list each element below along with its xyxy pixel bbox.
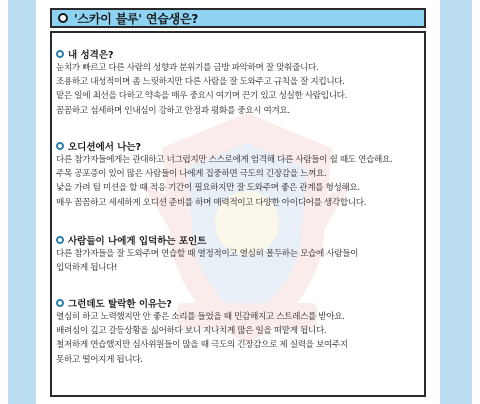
- text-line: 못하고 떨어지게 됩니다.: [56, 354, 143, 365]
- section-heading: [56, 47, 420, 61]
- section-heading: [56, 296, 420, 310]
- text-line: 조용하고 내성적이며 좀 느릿하지만 다른 사람을 잘 도와주고 규칙을 잘 지킵니다.: [56, 77, 345, 88]
- title-bar: [50, 8, 426, 28]
- text-line: 꼼꼼하고 섬세하며 인내심이 강하고 안정과 평화를 중요시 여겨요.: [56, 105, 290, 116]
- circle-bullet-icon: [56, 142, 64, 150]
- circle-bullet-icon: [56, 299, 64, 307]
- section-fan-point: [56, 233, 420, 275]
- section-elimination: [56, 296, 420, 367]
- section-heading: [56, 139, 420, 153]
- section-audition: [56, 139, 420, 210]
- text-line: 다른 참가자들을 잘 도와주며 연습할 때 열정적이고 열심히 몰두하는 모습에 사람들이: [56, 249, 359, 259]
- text-line: 배려심이 깊고 갈등상황을 싫어하다 보니 지나치게 많은 일을 떠맡게 됩니다.: [56, 326, 327, 337]
- text-line: 입덕하게 됩니다!: [56, 263, 118, 274]
- page-title: '스카이 블루' 연습생은?: [74, 11, 199, 26]
- section-heading: [56, 233, 420, 247]
- circle-bullet-icon: [56, 50, 64, 58]
- section-heading-text: 내 성격은?: [68, 50, 114, 61]
- text-line: 눈치가 빠르고 다른 사람의 성향과 분위기를 금방 파악하며 잘 맞춰줍니다.: [56, 63, 319, 73]
- circle-bullet-icon: [56, 236, 64, 244]
- text-line: 낯을 가려 팀 미션을 할 때 적응 기간이 필요하지만 잘 도와주며 좋은 관계를 형성해요.: [56, 183, 360, 194]
- left-edge-stripe: [0, 0, 8, 404]
- text-line: 다른 참가자들에게는 관대하고 너그럽지만 스스로에게 엄격해 다른 사람들이 쉴 때도 연습해요.: [56, 155, 393, 165]
- text-line: 매우 꼼꼼하고 세세하게 오디션 준비를 하며 매력적이고 다양한 아이디어를 생각합니다.: [56, 197, 367, 208]
- circle-marker-icon: [58, 13, 68, 23]
- content-box: [50, 31, 426, 397]
- section-heading-text: 사람들이 나에게 입덕하는 포인트: [68, 236, 207, 247]
- profile-panel: [36, 0, 440, 404]
- text-line: 철저하게 연습했지만 심사위원들이 많을 때 극도의 긴장감으로 제 실력을 보여주지: [56, 340, 348, 351]
- text-line: 맡은 일에 최선을 다하고 약속을 매우 중요시 여기며 끈기 있고 성실한 사람입니다.: [56, 91, 347, 102]
- section-heading-text: 오디션에서 나는?: [68, 142, 142, 153]
- text-line: 열심히 하고 노력했지만 안 좋은 소리를 들었을 때 민감해지고 스트레스를 받아요.: [56, 312, 345, 322]
- text-line: 주목 공포증이 있어 많은 사람들이 나에게 집중하면 극도의 긴장감을 느껴요.: [56, 169, 327, 180]
- right-edge-stripe: [472, 0, 480, 404]
- section-heading-text: 그런데도 탈락한 이유는?: [68, 299, 172, 310]
- section-personality: [56, 47, 420, 118]
